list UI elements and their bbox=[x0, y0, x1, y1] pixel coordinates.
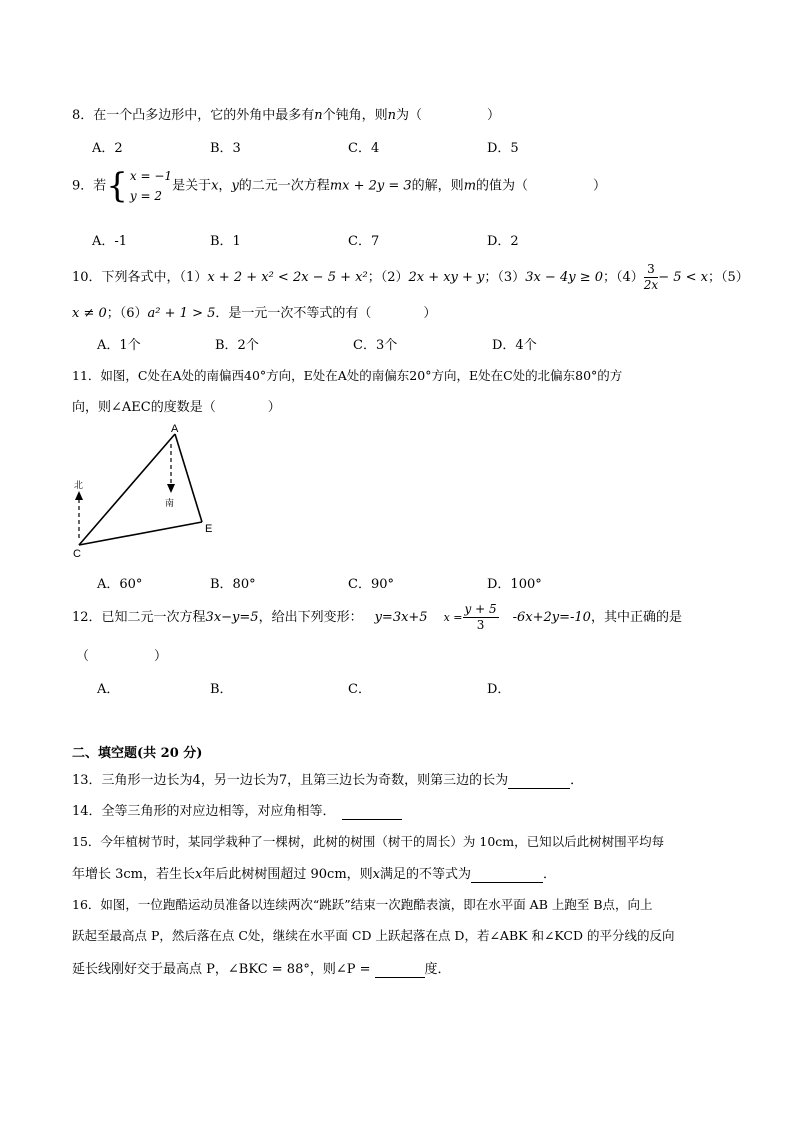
q9-system bbox=[130, 166, 172, 206]
q11-option-d: D．100° bbox=[487, 577, 542, 592]
q10-text-g: ．是一元一次不等式的有（ ） bbox=[215, 306, 437, 321]
q15-var-x-2: x bbox=[372, 867, 380, 882]
q12-line-1 bbox=[72, 602, 682, 633]
q15-var-x: x bbox=[195, 867, 203, 882]
q10-text-d: ；（4） bbox=[603, 270, 644, 285]
q8-var-n: n bbox=[314, 108, 323, 123]
q10-expr-5: x ≠ 0 bbox=[72, 306, 107, 321]
q16-line-3 bbox=[72, 958, 451, 978]
compass-triangle-figure bbox=[68, 420, 228, 560]
q13-stem bbox=[72, 769, 583, 789]
q10-option-c: C．3个 bbox=[353, 338, 398, 353]
q12-line-2: （ ） bbox=[76, 649, 168, 664]
q10-expr-1: x + 2 + x² < 2x − 5 + x² bbox=[207, 270, 368, 285]
label-south: 南 bbox=[165, 499, 175, 509]
q16-answer-blank[interactable] bbox=[375, 962, 425, 978]
q9-option-d: D．2 bbox=[487, 234, 519, 249]
q15-answer-blank[interactable] bbox=[471, 867, 543, 883]
q10-text-b: ；（2） bbox=[367, 270, 409, 285]
q10-text-f: ；（6） bbox=[106, 306, 148, 321]
q15-text-b: 年后此树树围超过 90cm，则 bbox=[202, 867, 373, 882]
q12-text-a: 12．已知二元一次方程 bbox=[72, 610, 206, 625]
q16-line-1: 16．如图，一位跑酷运动员准备以连续两次“跳跃”结束一次跑酷表演，即在水平面 AB 上跑至 B点，向上 bbox=[72, 897, 653, 912]
q10-expr-4: − 5 < x bbox=[658, 270, 708, 285]
q10-frac-num: 3 bbox=[644, 262, 658, 278]
q12-transform-3: -6x+2y=-10 bbox=[512, 610, 591, 625]
q10-text-c: ；（3） bbox=[484, 270, 526, 285]
q11-option-a: A．60° bbox=[97, 577, 143, 592]
q9-text-b: 是关于 bbox=[172, 178, 212, 194]
q9-stem bbox=[72, 166, 606, 206]
q9-text-d: 的二元一次方程 bbox=[238, 178, 330, 194]
q8-text-a: 8．在一个凸多边形中，它的外角中最多有 bbox=[72, 108, 315, 123]
q9-text-e: 的解，则 bbox=[411, 178, 464, 194]
q12-text-c: ，其中正确的是 bbox=[590, 610, 682, 625]
q14-text: 14．全等三角形的对应边相等，对应角相等． bbox=[72, 804, 336, 819]
q8-text-b: 个钝角，则 bbox=[322, 108, 388, 123]
q9-option-a: A．-1 bbox=[92, 234, 128, 249]
q16-line-2: 跃起至最高点 P，然后落在点 C处，继续在水平面 CD 上跃起落在点 D，若∠ABK 和∠KCD 的平分线的反向 bbox=[72, 928, 675, 943]
q8-option-d: D．5 bbox=[487, 141, 519, 156]
q12-equation: 3x−y=5 bbox=[205, 610, 259, 625]
q12-frac-den: 3 bbox=[476, 618, 485, 632]
q9-sys-1: x = −1 bbox=[129, 169, 173, 183]
side-ce bbox=[79, 522, 202, 545]
q12-text-b: ，给出下列变形： bbox=[258, 610, 363, 625]
q9-option-c: C．7 bbox=[348, 234, 380, 249]
q13-tail: ． bbox=[570, 773, 584, 788]
q9-var-m: m bbox=[463, 178, 477, 194]
q10-frac-den: 2x bbox=[643, 278, 659, 292]
label-c: C bbox=[73, 548, 81, 560]
q10-line-2 bbox=[72, 302, 436, 321]
q10-option-d: D．4个 bbox=[492, 338, 537, 353]
q10-text-e: ；（5） bbox=[707, 270, 749, 285]
side-ae bbox=[175, 434, 202, 522]
q11-option-b: B．80° bbox=[210, 577, 256, 592]
system-brace: { bbox=[106, 166, 128, 206]
label-north: 北 bbox=[74, 481, 84, 491]
q15-text-a: 年增长 3cm，若生长 bbox=[72, 867, 196, 882]
side-ca bbox=[79, 434, 175, 545]
q10-expr-2: 2x + xy + y bbox=[408, 270, 485, 285]
q12-option-b: B． bbox=[210, 682, 233, 697]
section-title: 二、填空题(共 20 分) bbox=[72, 746, 203, 761]
q9-text-c: ， bbox=[218, 178, 232, 194]
q12-transform-2-lhs: x = bbox=[443, 611, 463, 624]
q9-text-a: 9．若 bbox=[72, 178, 107, 194]
q8-option-a: A．2 bbox=[92, 141, 123, 156]
q12-frac-num: y + 5 bbox=[464, 602, 497, 616]
q12-option-a: A． bbox=[97, 682, 120, 697]
q10-line-1 bbox=[72, 262, 749, 293]
q15-tail: ． bbox=[543, 867, 557, 882]
q10-fraction bbox=[644, 262, 658, 293]
q12-transform-1: y=3x+5 bbox=[374, 610, 428, 625]
q14-stem bbox=[72, 800, 402, 820]
south-arrowhead bbox=[167, 484, 175, 493]
q9-sys-2: y = 2 bbox=[129, 189, 163, 203]
q10-expr-3: 3x − 4y ≥ 0 bbox=[525, 270, 603, 285]
label-e: E bbox=[205, 523, 213, 535]
q10-text-a: 10．下列各式中，（1） bbox=[72, 270, 208, 285]
q9-text-f: 的值为（ ） bbox=[476, 178, 607, 194]
q15-text-c: 满足的不等式为 bbox=[380, 867, 472, 882]
q8-option-c: C．4 bbox=[348, 141, 380, 156]
q10-option-b: B．2个 bbox=[215, 338, 259, 353]
q12-transform-2-fraction bbox=[463, 602, 499, 633]
q11-line-1: 11．如图，C处在A处的南偏西40°方向，E处在A处的南偏东20°方向，E处在C处的北偏东80°的方 bbox=[72, 368, 623, 383]
q14-answer-blank[interactable] bbox=[342, 804, 402, 820]
q10-expr-6: a² + 1 > 5 bbox=[147, 306, 216, 321]
q9-var-x: x bbox=[211, 178, 219, 194]
q13-text: 13．三角形一边长为4，另一边长为7，且第三边长为奇数，则第三边的长为 bbox=[72, 773, 509, 788]
q16-text-a: 延长线刚好交于最高点 P，∠BKC = 88°，则∠P = bbox=[72, 962, 371, 977]
q10-option-a: A．1个 bbox=[97, 338, 141, 353]
q11-option-c: C．90° bbox=[348, 577, 394, 592]
north-arrowhead bbox=[75, 491, 83, 500]
q16-text-b: 度． bbox=[424, 962, 451, 977]
q11-line-2: 向，则∠AEC的度数是（ ） bbox=[72, 400, 281, 415]
q8-stem bbox=[72, 104, 500, 123]
label-a: A bbox=[171, 423, 179, 435]
q12-option-c: C． bbox=[348, 682, 371, 697]
q8-text-c: 为（ ） bbox=[396, 108, 501, 123]
q9-option-b: B．1 bbox=[210, 234, 241, 249]
q8-var-n-2: n bbox=[387, 108, 397, 123]
q12-option-d: D． bbox=[487, 682, 511, 697]
q8-option-b: B．3 bbox=[210, 141, 241, 156]
q15-line-1: 15．今年植树节时，某同学栽种了一棵树，此树的树围（树干的周长）为 10cm，已知以后此树树围平均每 bbox=[72, 834, 665, 849]
q9-var-y: y bbox=[231, 178, 239, 194]
q9-equation: mx + 2y = 3 bbox=[329, 178, 412, 194]
q13-answer-blank[interactable] bbox=[508, 773, 570, 789]
q15-line-2 bbox=[72, 863, 556, 883]
